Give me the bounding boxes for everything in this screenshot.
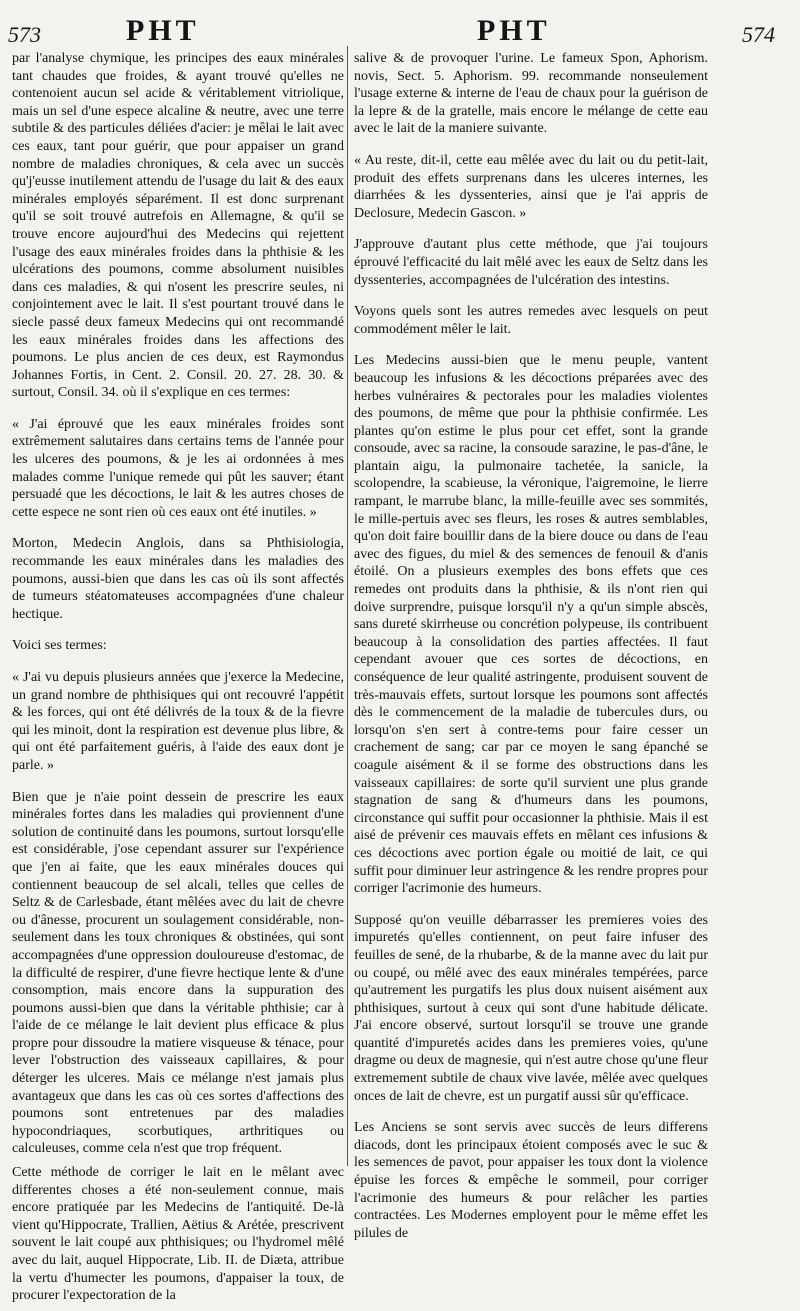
quoted-text: « J'ai éprouvé que les eaux minérales froides sont extrêmement salutaires dans certains tems de l'année pour les ulceres des poumons, & je les ai ordonnées à mes malades comme l'unique remede qui pût les sauver; étant persuadé que les décoctions, le lait & les autres choses de cette espece ne sont rien où ces eaux ont été inutiles. » <box>12 416 344 520</box>
column-divider <box>347 46 348 1166</box>
paragraph: par l'analyse chymique, les principes des eaux minérales tant chaudes que froides, & ayant trouvé qu'elles ne contenoient aucun sel acide & véritablement vitriolique, mais un sel d'une espece alcaline & neutre, avec une terre subtile & des particules déliées d'acier: je mêlai le lait avec ces eaux, tant pour guérir, que pour appaiser un grand nombre de maladies chroniques, & cela avec un succès qu'j'eusse inutilement attendu de l'usage du lait & des eaux minérales employés séparément. Il est donc surprenant qu'il se soit trouvé autrefois en Allemagne, & qu'il se trouve encore aujourd'hui des Medecins qui rejettent l'usage des eaux minérales froides dans la phthisie & les ulcérations des poumons, comme absolument nuisibles dans ces maladies, & qui n'osent les prescrire seules, ni conjointement avec le lait. Il s'est pourtant trouvé dans le siecle passé deux fameux Medecins qui ont recommandé les eaux minérales froides dans les affections des poumons. Le plus ancien de ces deux, est Raymondus Johannes Fortis, in Cent. 2. Consil. 20. 27. 28. 30. & surtout, Consil. 34. où il s'explique en ces termes: <box>12 51 344 401</box>
quotation <box>12 669 344 775</box>
paragraph: J'approuve d'autant plus cette méthode, que j'ai toujours éprouvé l'efficacité du lait mêlé avec les eaux de Seltz dans les dyssenteries, accompagnées de l'ulcération des intestins. <box>354 237 708 288</box>
paragraph: Cette méthode de corriger le lait en le mêlant avec differentes choses a été non-seulement connue, mais encore pratiquée par les Medecins de l'antiquité. De-là vient qu'Hippocrate, Trallien, Aëtius & Arétée, prescrivent souvent le lait coupé aux phthisiques; ou l'hydromel mêlé avec du lait, auquel Hippocrate, Lib. II. de Diæta, attribue la vertu d'humecter les poumons, d'appaiser la toux, de procurer l'expectoration de la <box>12 1165 344 1304</box>
quoted-text: « J'ai vu depuis plusieurs années que j'exerce la Medecine, un grand nombre de phthisiques qui ont recouvré l'appétit & les forces, qui ont été délivrés de la toux & de la fievre qui les minoit, dont la respiration est devenue plus libre, & qui ont été parfaitement guéris, à l'aide des eaux dont je parle. » <box>12 670 344 773</box>
paragraph: Morton, Medecin Anglois, dans sa Phthisiologia, recommande les eaux minérales dans les maladies des poumons, aussi-bien que dans les cas où ils sont affectés de tumeurs stéatomateuses accompagnées d'une chaleur hectique. <box>12 536 344 622</box>
left-page-number: 573 <box>8 22 41 47</box>
left-column <box>12 50 344 1311</box>
paragraph: Voici ses termes: <box>12 638 107 654</box>
paragraph: Supposé qu'on veuille débarrasser les premieres voies des impuretés qu'elles contiennent, on peut faire infuser des feuilles de sené, de la rhubarbe, & de la manne avec du lait pur ou coupé, ou mêlé avec des eaux minérales tempérées, parce qu'autrement les purgatifs les plus doux nuisent aisément aux phthisiques, surtout à ceux qui sont d'une habitude délicate. J'ai encore observé, surtout lorsqu'il se trouve une grande quantité d'impuretés acides dans les premieres voies, qu'une dragme ou deux de magnesie, qui n'est autre chose qu'une fleur extremement subtile de chaux vive lavée, mêlée avec quelques onces de lait de chevre, est un purgatif aussi sûr qu'efficace. <box>354 912 708 1104</box>
paragraph: Voyons quels sont les autres remedes avec lesquels on peut commodément mêler le lait. <box>354 304 708 337</box>
page-header <box>0 14 800 54</box>
quotation <box>12 416 344 522</box>
quoted-text: « Au reste, dit-il, cette eau mêlée avec du lait ou du petit-lait, produit des effets surprenans dans les ulceres internes, les diarrhées & les dyssenteries, ainsi que je l'ai appris de Declosure, Medecin Gascon. » <box>354 152 708 221</box>
right-page-number: 574 <box>742 22 775 47</box>
right-column <box>354 50 708 1248</box>
quotation <box>354 152 708 222</box>
paragraph: salive & de provoquer l'urine. Le fameux Spon, Aphorism. novis, Sect. 5. Aphorism. 99. recommande nonseulement l'usage externe & interne de l'eau de chaux pour la guérison de la lepre & de la gratelle, mais encore le mélange de cette eau avec le lait de la maniere suivante. <box>354 51 708 137</box>
paragraph: Bien que je n'aie point dessein de prescrire les eaux minérales fortes dans les maladies qui proviennent d'une solution de continuité dans les poumons, surtout lorsqu'elle est considérable, j'ose cependant assurer sur l'expérience que j'en ai faite, que les eaux minérales douces qui contiennent beaucoup de sel alcali, telles que celles de Seltz & de Carlesbade, étant mêlées avec du lait de chevre ou d'ânesse, procurent un soulagement considérable, non-seulement dans les toux chroniques & obstinées, qui sont accompagnées d'une oppression douloureuse d'estomac, de la difficulté de respirer, d'une fievre hectique lente & d'une consomption, mais encore dans la suppuration des poumons aussi-bien que dans la véritable phthisie; car à l'aide de ce mélange le lait devient plus efficace & plus propre pour dissoudre la matiere visqueuse & ténace, pour lever l'obstruction des vaisseaux capillaires, & pour déterger les ulceres. Mais ce mélange n'est jamais plus avantageux que dans les cas où ces sortes d'affections des poumons sont entretenues par des maladies hypocondriaques, scorbutiques, arthritiques ou calculeuses, comme cela n'est que trop fréquent. <box>12 789 344 1157</box>
right-running-head: PHT <box>477 14 551 47</box>
paragraph: Les Medecins aussi-bien que le menu peuple, vantent beaucoup les infusions & les décoctions préparées avec des herbes vulnéraires & pectorales pour les maladies violentes des poumons, de même que pour la phthisie confirmée. Les plantes qu'on estime le plus pour cet effet, sont la grande consoude, avec sa racine, la consoude sarazine, le pas-d'âne, le plantain aigu, la pulmonaire tachetée, la sanicle, la scolopendre, la scabieuse, la véronique, l'aigremoine, le lierre rampant, le marrube blanc, la mille-feuille avec ses sommités, le mille-pertuis avec ses fleurs, les roses & autres semblables, qu'on doit faire bouillir dans de la biere douce ou dans de l'eau avec des figues, du miel & des semences de fenouil & d'anis étoilé. On a plusieurs exemples des bons effets que ces remedes ont produits dans la phthisie, & ils n'ont rien qui doive surprendre, puisque lorsqu'il n'y a qu'un simple abscès, sans dureté skirrheuse ou concrétion polypeuse, ils contribuent beaucoup à la consolidation des parties affectées. Il faut cependant avouer que ces sortes de décoctions, en conséquence de leur qualité astringente, produisent souvent de très-mauvais effets, surtout lorsque les poumons sont affectés dès le commencement de la maladie de tubercules durs, ou lorsqu'on s'en sert à contre-tems pour faire cesser un crachement de sang; car par ce moyen le sang épanché se coagule aisément & il se forme des obstructions dans les vaisseaux capillaires: de sorte qu'il survient une plus grande stagnation de sang & d'humeurs dans les poumons, circonstance qui suffit pour occasionner la phthisie. Mais il est aisé de prévenir ces mauvais effets en mêlant ces infusions & ces décoctions avec portion égale ou moitié de lait, ce qui suffit pour diminuer leur astringence & les rendre propres pour corriger l'acrimonie des humeurs. <box>354 353 708 897</box>
paragraph: Les Anciens se sont servis avec succès de leurs differens diacods, dont les principaux étoient composés avec le suc & les semences de pavot, pour appaiser les toux dont la violence épuise les forces & empêche le sommeil, pour corriger l'acrimonie des humeurs & pour relâcher les parties contractées. Les Modernes employent pour le même effet les pilules de <box>354 1120 708 1241</box>
left-running-head: PHT <box>126 14 200 47</box>
